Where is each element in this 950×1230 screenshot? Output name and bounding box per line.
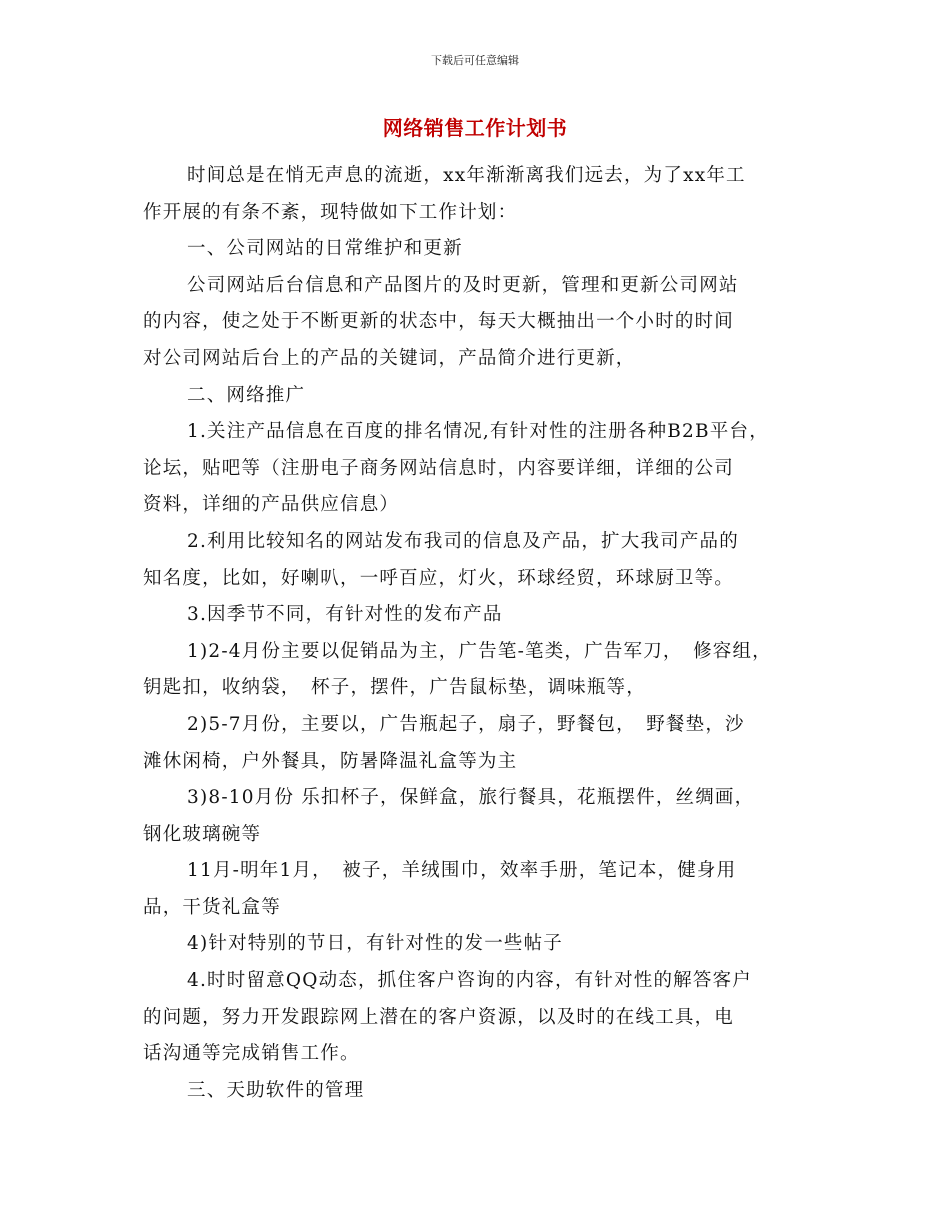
paragraph-line: 资料，详细的产品供应信息） [143, 494, 400, 516]
paragraph-line: 3.因季节不同，有针对性的发布产品 [187, 604, 503, 626]
paragraph-line: 2)5-7月份，主要以，广告瓶起子，扇子，野餐包， 野餐垫，沙 [187, 713, 745, 735]
paragraph-line: 3)8-10月份 乐扣杯子，保鲜盒，旅行餐具，花瓶摆件，丝绸画， [187, 787, 755, 809]
paragraph-line: 4.时时留意QQ动态，抓住客户咨询的内容，有针对性的解答客户 [187, 970, 752, 992]
paragraph-line: 公司网站后台信息和产品图片的及时更新，管理和更新公司网站 [187, 274, 739, 296]
paragraph-line: 滩休闲椅，户外餐具，防暑降温礼盒等为主 [143, 750, 518, 772]
paragraph-line: 钥匙扣，收纳袋， 杯子，摆件，广告鼠标垫，调味瓶等， [143, 677, 646, 699]
document-title: 网络销售工作计划书 [382, 116, 568, 140]
paragraph-line: 2.利用比较知名的网站发布我司的信息及产品，扩大我司产品的 [187, 530, 739, 552]
paragraph-line: 知名度，比如，好喇叭，一呼百应，灯火，环球经贸，环球厨卫等。 [143, 567, 735, 589]
paragraph-line: 对公司网站后台上的产品的关键词，产品简介进行更新， [143, 347, 636, 369]
paragraph-line: 1.关注产品信息在百度的排名情况,有针对性的注册各种B2B平台， [187, 421, 769, 443]
paragraph-line: 的内容，使之处于不断更新的状态中，每天大概抽出一个小时的时间 [143, 311, 735, 333]
document-body [143, 158, 823, 1109]
paragraph-line: 三、天助软件的管理 [187, 1079, 365, 1101]
paragraph-line: 作开展的有条不紊，现特做如下工作计划： [143, 201, 518, 223]
paragraph-line: 钢化玻璃碗等 [143, 823, 262, 845]
paragraph-line: 一、公司网站的日常维护和更新 [187, 238, 463, 260]
paragraph-line: 1)2-4月份主要以促销品为主，广告笔-笔类，广告军刀， 修容组， [187, 640, 772, 662]
paragraph-line: 二、网络推广 [187, 384, 306, 406]
paragraph-line: 时间总是在悄无声息的流逝，xx年渐渐离我们远去，为了xx年工 [187, 165, 746, 186]
page-header-note: 下载后可任意编辑 [431, 54, 519, 67]
paragraph-line: 品，干货礼盒等 [143, 896, 281, 918]
paragraph-line: 4)针对特别的节日，有针对性的发一些帖子 [187, 933, 563, 955]
paragraph-line: 11月-明年1月， 被子，羊绒围巾，效率手册，笔记本，健身用 [187, 860, 737, 882]
paragraph-line: 论坛，贴吧等（注册电子商务网站信息时，内容要详细，详细的公司 [143, 457, 735, 479]
paragraph-line: 话沟通等完成销售工作。 [143, 1043, 360, 1065]
paragraph-line: 的问题，努力开发跟踪网上潜在的客户资源，以及时的在线工具，电 [143, 1006, 735, 1028]
